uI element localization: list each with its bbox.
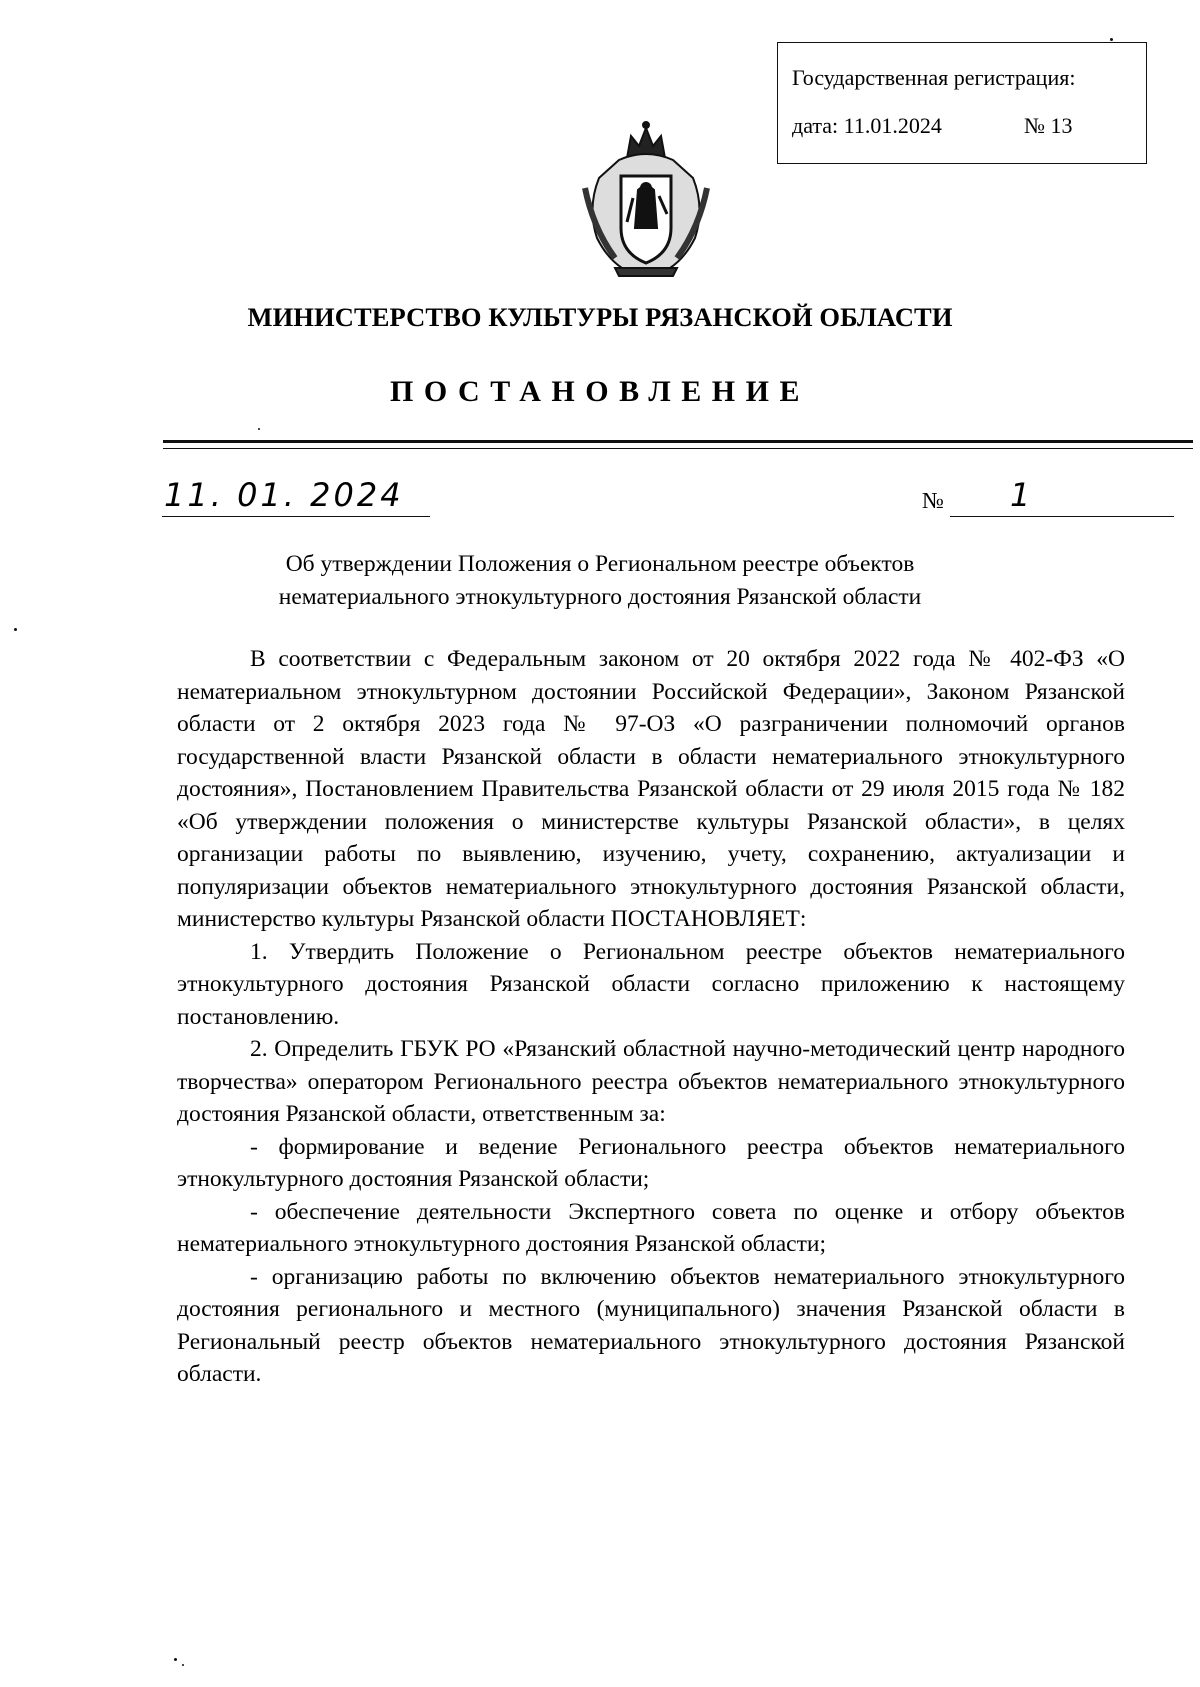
document-title (0, 548, 1200, 614)
list-item-dash: - организацию работы по включению объектов нематериального этнокультурного достояния регионального и местного (муниципального) значения Рязанской области в Региональный реестр объектов нематериального этнокультурного достояния Рязанской области. (177, 1263, 1125, 1387)
document-title-line: Об утверждении Положения о Региональном реестре объектов (285, 551, 915, 577)
document-number-field (950, 476, 1174, 517)
item-2-paragraph: 2. Определить ГБУК РО «Рязанский областной научно-методический центр народного творчества» оператором Регионального реестра объектов нематериального этнокультурного достояния Рязанской области, ответственным за: (177, 1036, 1125, 1127)
registration-title: Государственная регистрация: (792, 65, 1076, 90)
scan-speck (1110, 38, 1113, 41)
document-type: ПОСТАНОВЛЕНИЕ (390, 375, 810, 408)
document-body (177, 643, 1125, 1391)
registration-stamp (777, 42, 1147, 164)
preamble-paragraph: В соответствии с Федеральным законом от 20 октября 2022 года № 402-ФЗ «О нематериальном этнокультурном достоянии Российской Федерации», Законом Рязанской области от 2 октября 2023 года № 97-ОЗ «О разграничении полномочий органов государственной власти Рязанской области в области нематериального этнокультурного достояния», Постановлением Правительства Рязанской области от 29 июля 2015 года № 182 «Об утверждении положения о министерстве культуры Рязанской области», в целях организации работы по выявлению, изучению, учету, сохранению, актуализации и популяризации объектов нематериального этнокультурного достояния Рязанской области, министерство культуры Рязанской области ПОСТАНОВЛЯЕТ: (177, 646, 1125, 932)
document-title-line: нематериального этнокультурного достояния Рязанской области (278, 584, 922, 610)
scan-speck (182, 1664, 184, 1666)
scan-speck (14, 628, 17, 631)
header-rule-thick (163, 440, 1193, 443)
list-item-dash: - формирование и ведение Регионального реестра объектов нематериального этнокультурного достояния Рязанской области; (177, 1133, 1125, 1192)
document-number-sign: № (922, 488, 944, 513)
header-rule-thin (163, 448, 1193, 449)
ministry-name: МИНИСТЕРСТВО КУЛЬТУРЫ РЯЗАНСКОЙ ОБЛАСТИ (247, 302, 953, 332)
registration-number: № 13 (1024, 113, 1073, 138)
document-date-handwritten: 11. 01. 2024 (164, 476, 404, 514)
document-number-handwritten: 1 (1010, 476, 1031, 514)
registration-date: дата: 11.01.2024 (792, 113, 942, 138)
document-date-field (162, 476, 430, 517)
list-item-dash: - обеспечение деятельности Экспертного совета по оценке и отбору объектов нематериального этнокультурного достояния Рязанской области; (177, 1198, 1125, 1257)
item-1-paragraph: 1. Утвердить Положение о Региональном реестре объектов нематериального этнокультурного достояния Рязанской области согласно приложению к настоящему постановлению. (177, 938, 1125, 1030)
ryazan-coat-of-arms-icon (575, 118, 717, 278)
scan-speck (174, 1658, 177, 1661)
scan-speck (258, 428, 260, 430)
